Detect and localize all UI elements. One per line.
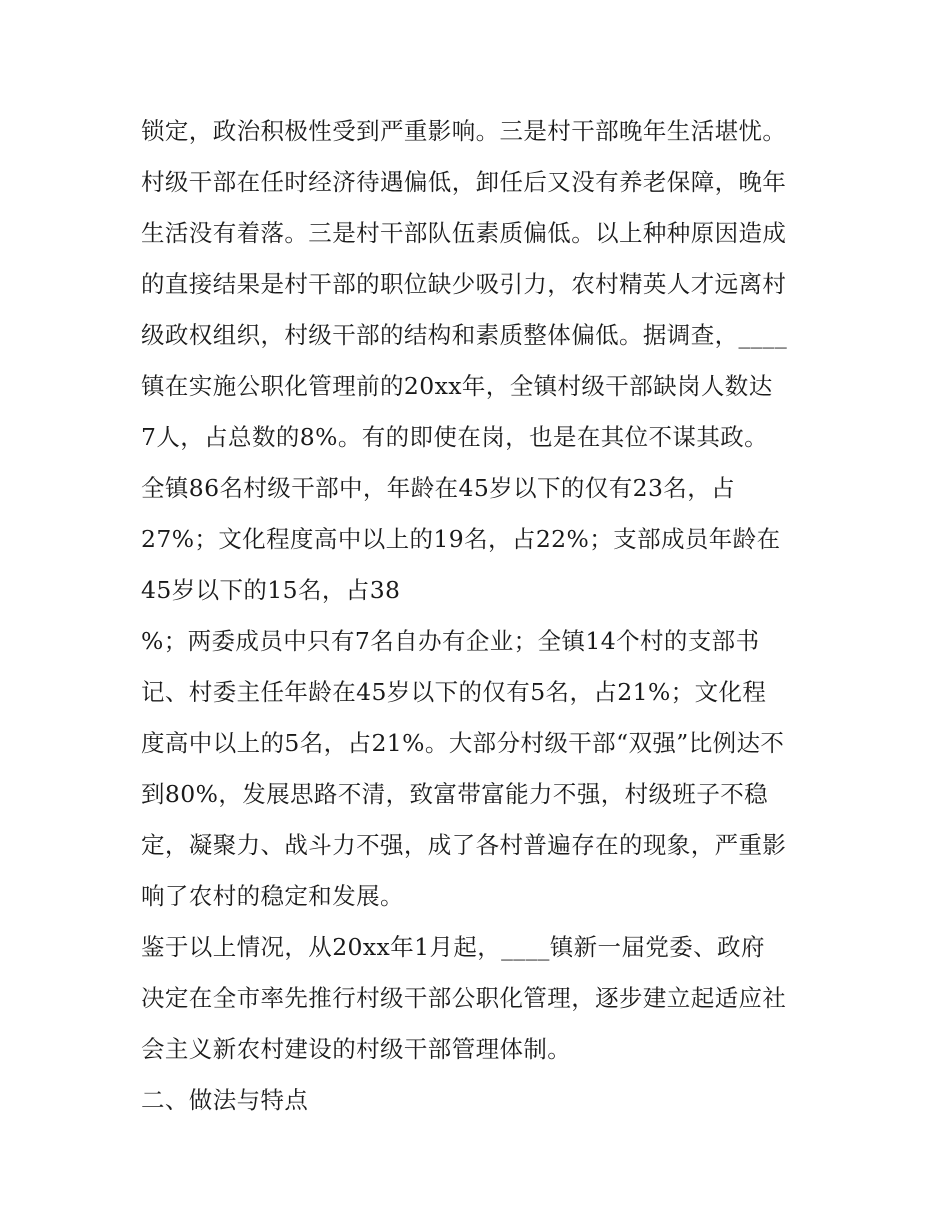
text-line: 锁定，政治积极性受到严重影响。三是村干部晚年生活堪忧。 [141, 117, 787, 145]
text-line: 响了农村的稳定和发展。 [141, 882, 404, 910]
body-text [141, 106, 821, 1126]
text-line: 村级干部在任时经济待遇偏低，卸任后又没有养老保障，晚年 [141, 168, 787, 196]
text-line: 全镇86名村级干部中，年龄在45岁以下的仅有23名，占 [141, 474, 736, 502]
text-line: 记、村委主任年龄在45岁以下的仅有5名，占21%；文化程 [141, 678, 767, 706]
text-line: 27%；文化程度高中以上的19名，占22%；支部成员年龄在 [141, 525, 781, 553]
text-line: 决定在全市率先推行村级干部公职化管理，逐步建立起适应社 [141, 984, 787, 1012]
text-line: 7人，占总数的8%。有的即使在岗，也是在其位不谋其政。 [141, 423, 769, 451]
text-line: 到80%，发展思路不清，致富带富能力不强，村级班子不稳 [141, 780, 769, 808]
text-line: 鉴于以上情况，从20xx年1月起，____镇新一届党委、政府 [141, 933, 765, 961]
text-line: 45岁以下的15名，占38 [141, 576, 401, 604]
section-heading: 二、做法与特点 [141, 1086, 309, 1114]
text-line: 会主义新农村建设的村级干部管理体制。 [141, 1035, 572, 1063]
text-line: 级政权组织，村级干部的结构和素质整体偏低。据调查，____ [141, 321, 788, 349]
text-line: 生活没有着落。三是村干部队伍素质偏低。以上种种原因造成 [141, 219, 787, 247]
text-line: 的直接结果是村干部的职位缺少吸引力，农村精英人才远离村 [141, 270, 787, 298]
text-line: 定，凝聚力、战斗力不强，成了各村普遍存在的现象，严重影 [141, 831, 787, 859]
text-line: 镇在实施公职化管理前的20xx年，全镇村级干部缺岗人数达 [141, 372, 773, 400]
text-line: %；两委成员中只有7名自办有企业；全镇14个村的支部书 [141, 627, 760, 655]
text-line: 度高中以上的5名，占21%。大部分村级干部“双强”比例达不 [141, 729, 785, 757]
